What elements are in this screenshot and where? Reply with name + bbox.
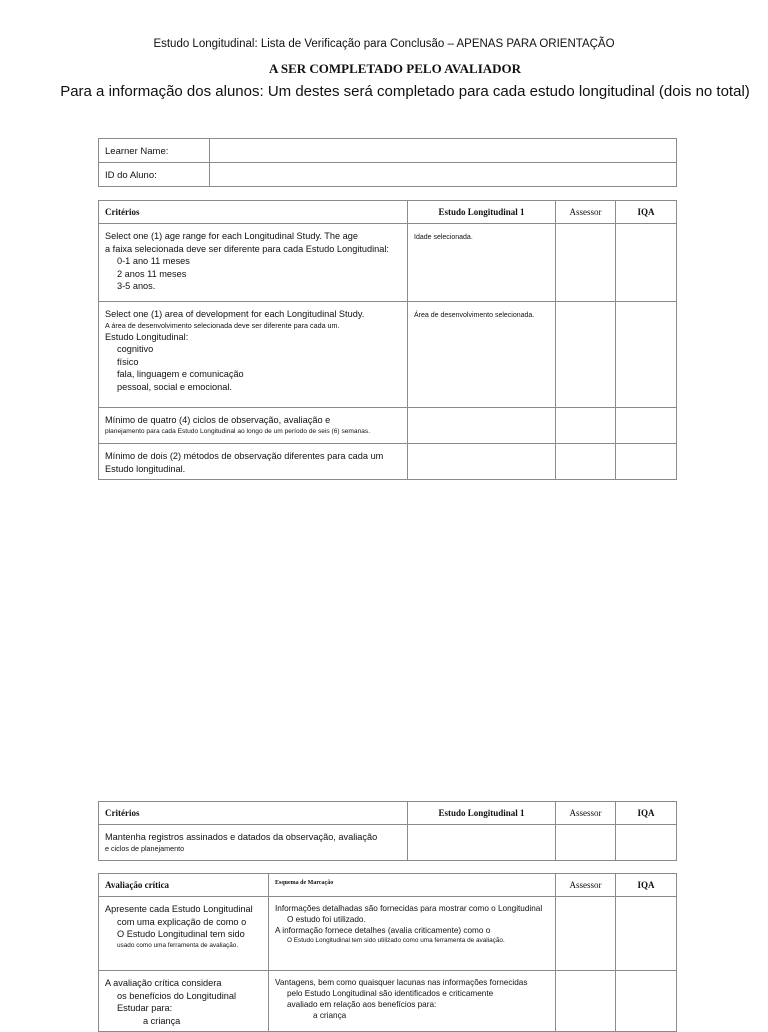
criteria-text: a faixa selecionada deve ser diferente para cada Estudo Longitudinal: bbox=[105, 243, 389, 254]
criteria-text: A avaliação crítica considera bbox=[105, 978, 222, 988]
criteria-cell bbox=[99, 897, 269, 971]
header-criteria: Critérios bbox=[99, 201, 408, 224]
marking-text: pelo Estudo Longitudinal são identificados e criticamente bbox=[287, 989, 494, 998]
study-cell[interactable] bbox=[408, 825, 556, 861]
criteria-text: com uma explicação de como o bbox=[117, 916, 247, 927]
marking-text: avaliado em relação aos benefícios para: bbox=[287, 1000, 437, 1009]
header-iqa: IQA bbox=[616, 802, 677, 825]
iqa-cell[interactable] bbox=[616, 444, 677, 480]
study-note: Idade selecionada. bbox=[414, 234, 473, 241]
marking-cell bbox=[269, 971, 556, 1032]
option-item: físico bbox=[117, 356, 139, 367]
criteria-table-2 bbox=[98, 801, 677, 861]
marking-text: A informação fornece detalhes (avalia criticamente) como o bbox=[275, 926, 491, 935]
iqa-cell[interactable] bbox=[616, 825, 677, 861]
table-row bbox=[99, 971, 677, 1032]
document-title: Estudo Longitudinal: Lista de Verificação para Conclusão – APENAS PARA ORIENTAÇÃO bbox=[153, 38, 615, 50]
learner-info-table bbox=[98, 138, 677, 187]
criteria-text: Estudo longitudinal. bbox=[105, 463, 186, 474]
marking-cell bbox=[269, 897, 556, 971]
header-iqa: IQA bbox=[616, 874, 677, 897]
assessor-cell[interactable] bbox=[556, 408, 616, 444]
learner-id-field[interactable] bbox=[210, 163, 677, 187]
option-item: 0-1 ano 11 meses bbox=[117, 256, 190, 266]
assessor-cell[interactable] bbox=[556, 971, 616, 1032]
option-item: 2 anos 11 meses bbox=[117, 268, 187, 279]
study-cell[interactable] bbox=[408, 302, 556, 408]
option-item: cognitivo bbox=[117, 344, 154, 354]
assessor-cell[interactable] bbox=[556, 444, 616, 480]
table-row bbox=[99, 224, 677, 302]
criteria-text: Apresente cada Estudo Longitudinal bbox=[105, 904, 253, 914]
table-row bbox=[99, 408, 677, 444]
header-assessor: Assessor bbox=[556, 802, 616, 825]
criteria-text: Select one (1) area of development for each Longitudinal Study. bbox=[105, 309, 365, 319]
table-row bbox=[99, 825, 677, 861]
iqa-cell[interactable] bbox=[616, 302, 677, 408]
criteria-cell bbox=[99, 302, 408, 408]
header-iqa: IQA bbox=[616, 201, 677, 224]
header-critical-evaluation: Avaliação crítica bbox=[99, 874, 269, 897]
assessor-cell[interactable] bbox=[556, 825, 616, 861]
header-marking-scheme: Esquema de Marcação bbox=[269, 874, 556, 897]
table-header-row bbox=[99, 802, 677, 825]
criteria-text: Estudar para: bbox=[117, 1003, 173, 1013]
assessor-cell[interactable] bbox=[556, 302, 616, 408]
criteria-cell bbox=[99, 444, 408, 480]
marking-text: O estudo foi utilizado. bbox=[287, 915, 366, 924]
iqa-cell[interactable] bbox=[616, 224, 677, 302]
criteria-text: Mantenha registros assinados e datados da observação, avaliação bbox=[105, 832, 378, 842]
table-row bbox=[99, 302, 677, 408]
iqa-cell[interactable] bbox=[616, 971, 677, 1032]
option-item: pessoal, social e emocional. bbox=[117, 381, 232, 392]
criteria-cell bbox=[99, 971, 269, 1032]
learner-id-label: ID do Aluno: bbox=[99, 163, 210, 187]
critical-evaluation-table bbox=[98, 873, 677, 1032]
criteria-cell bbox=[99, 408, 408, 444]
study-cell[interactable] bbox=[408, 408, 556, 444]
header-criteria: Critérios bbox=[99, 802, 408, 825]
criteria-small-text: e ciclos de planejamento bbox=[105, 843, 185, 853]
option-item: a criança bbox=[143, 1015, 181, 1026]
criteria-text: O Estudo Longitudinal tem sido bbox=[117, 929, 245, 939]
criteria-text: os benefícios do Longitudinal bbox=[117, 990, 237, 1001]
criteria-text: Mínimo de quatro (4) ciclos de observação, avaliação e bbox=[105, 415, 331, 425]
criteria-cell bbox=[99, 825, 408, 861]
option-item: 3-5 anos. bbox=[117, 281, 156, 291]
students-note: Para a informação dos alunos: Um destes será completado para cada estudo longitudinal (dois no total) bbox=[60, 83, 750, 100]
iqa-cell[interactable] bbox=[616, 408, 677, 444]
document-subtitle: A SER COMPLETADO PELO AVALIADOR bbox=[268, 61, 522, 76]
marking-text: Vantagens, bem como quaisquer lacunas nas informações fornecidas bbox=[275, 978, 528, 987]
learner-name-label: Learner Name: bbox=[99, 139, 210, 163]
option-item: a criança bbox=[313, 1011, 347, 1020]
marking-small-text: O Estudo Longitudinal tem sido utilizado como uma ferramenta de avaliação. bbox=[287, 937, 505, 944]
header-study-1: Estudo Longitudinal 1 bbox=[408, 201, 556, 224]
criteria-text: Estudo Longitudinal: bbox=[105, 331, 189, 342]
study-note: Área de desenvolvimento selecionada. bbox=[414, 312, 535, 319]
criteria-cell bbox=[99, 224, 408, 302]
table-header-row bbox=[99, 874, 677, 897]
criteria-text: Select one (1) age range for each Longitudinal Study. The age bbox=[105, 231, 359, 241]
table-row bbox=[99, 444, 677, 480]
marking-text: Informações detalhadas são fornecidas para mostrar como o Longitudinal bbox=[275, 904, 543, 913]
assessor-cell[interactable] bbox=[556, 224, 616, 302]
learner-name-field[interactable] bbox=[210, 139, 677, 163]
criteria-text: Mínimo de dois (2) métodos de observação diferentes para cada um bbox=[105, 451, 384, 461]
study-cell[interactable] bbox=[408, 444, 556, 480]
iqa-cell[interactable] bbox=[616, 897, 677, 971]
header-assessor: Assessor bbox=[556, 201, 616, 224]
table-row bbox=[99, 897, 677, 971]
header-study-1: Estudo Longitudinal 1 bbox=[408, 802, 556, 825]
criteria-small-text: planejamento para cada Estudo Longitudinal ao longo de um período de seis (6) semanas. bbox=[105, 427, 371, 435]
study-cell[interactable] bbox=[408, 224, 556, 302]
option-item: fala, linguagem e comunicação bbox=[117, 369, 244, 379]
table-header-row bbox=[99, 201, 677, 224]
assessor-cell[interactable] bbox=[556, 897, 616, 971]
learner-name-row bbox=[99, 139, 677, 163]
criteria-small-text: A área de desenvolvimento selecionada deve ser diferente para cada um. bbox=[105, 320, 340, 330]
learner-id-row bbox=[99, 163, 677, 187]
criteria-table-1 bbox=[98, 200, 677, 480]
criteria-small-text: usado como uma ferramenta de avaliação. bbox=[117, 941, 239, 949]
header-assessor: Assessor bbox=[556, 874, 616, 897]
